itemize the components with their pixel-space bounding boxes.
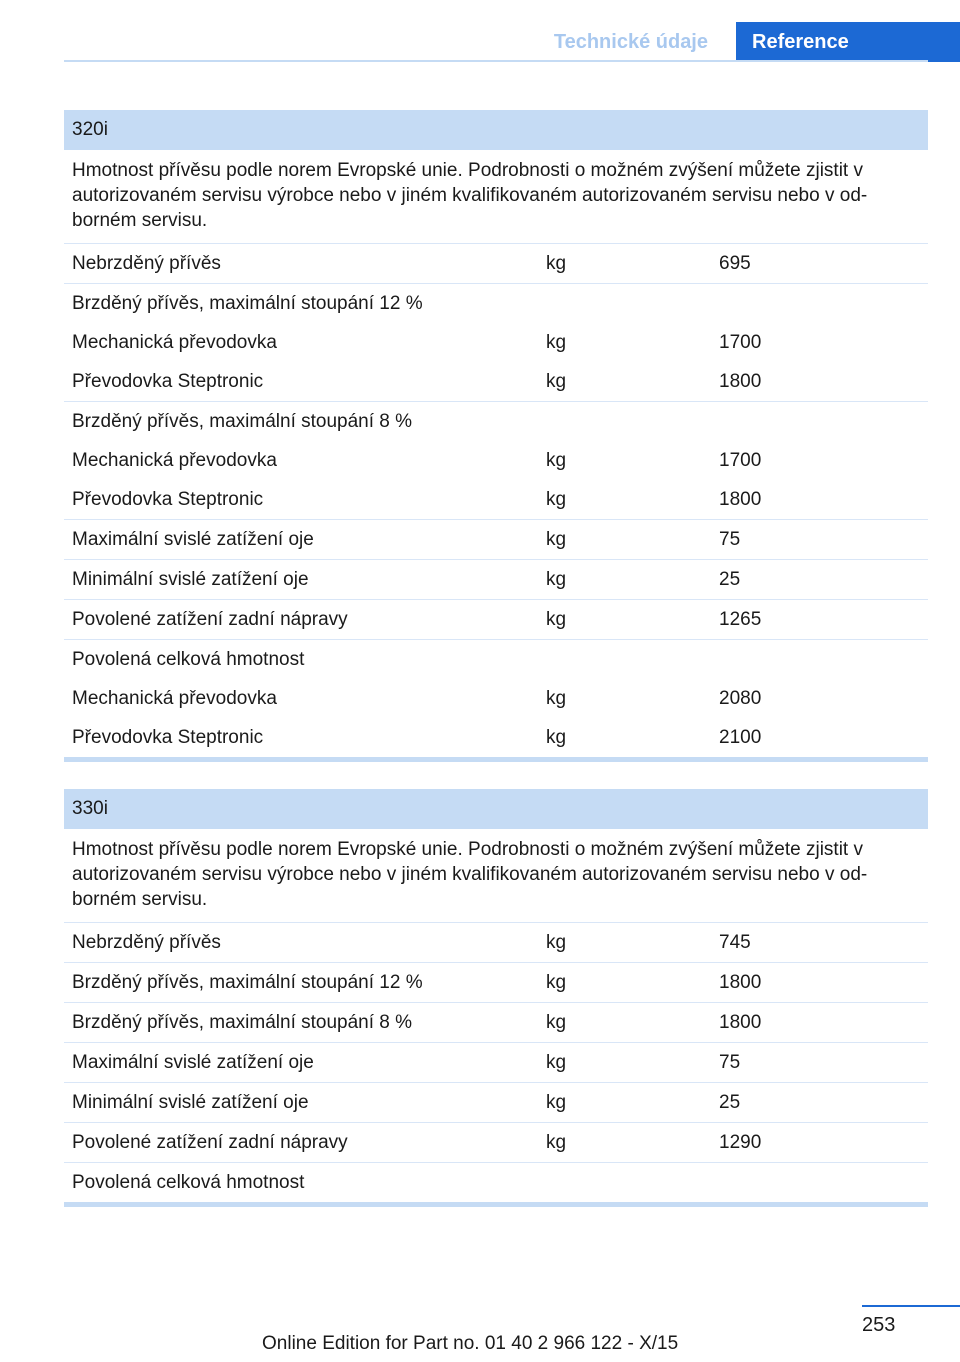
table-row bbox=[64, 1162, 928, 1202]
row-value: 1700 bbox=[719, 450, 762, 471]
table-row bbox=[64, 480, 928, 519]
table-row bbox=[64, 362, 928, 401]
row-unit: kg bbox=[546, 688, 567, 709]
row-label: Brzděný přívěs, maximální stoupání 8 % bbox=[72, 1012, 413, 1033]
row-label: Převodovka Steptronic bbox=[72, 727, 264, 748]
row-label: Nebrzděný přívěs bbox=[72, 253, 221, 274]
row-unit: kg bbox=[546, 1092, 567, 1113]
row-value: 1800 bbox=[719, 371, 762, 392]
table-row bbox=[64, 559, 928, 599]
row-value: 1290 bbox=[719, 1132, 762, 1153]
row-label: Minimální svislé zatížení oje bbox=[72, 1092, 309, 1113]
table-330i bbox=[64, 789, 928, 1207]
page-header bbox=[0, 0, 960, 62]
section-tab-reference[interactable]: Reference bbox=[736, 22, 960, 62]
row-unit: kg bbox=[546, 489, 567, 510]
row-value: 1800 bbox=[719, 489, 762, 510]
table-row bbox=[64, 1042, 928, 1082]
row-value: 75 bbox=[719, 1052, 741, 1073]
row-unit: kg bbox=[546, 609, 567, 630]
table-320i bbox=[64, 110, 928, 762]
row-unit: kg bbox=[546, 253, 567, 274]
row-label: Povolená celková hmotnost bbox=[72, 649, 305, 670]
row-value: 25 bbox=[719, 1092, 741, 1113]
row-label: Brzděný přívěs, maximální stoupání 12 % bbox=[72, 293, 423, 314]
row-value: 2100 bbox=[719, 727, 762, 748]
table-row bbox=[64, 639, 928, 679]
table-row bbox=[64, 679, 928, 718]
row-value: 1700 bbox=[719, 332, 762, 353]
table-end-bar bbox=[64, 757, 928, 762]
table-row bbox=[64, 283, 928, 323]
section-tab-technical-data[interactable]: Technické údaje bbox=[553, 31, 708, 53]
row-value: 75 bbox=[719, 529, 741, 550]
row-unit: kg bbox=[546, 1052, 567, 1073]
page-number-divider bbox=[862, 1305, 960, 1307]
table-row bbox=[64, 243, 928, 283]
table-row bbox=[64, 323, 928, 362]
row-unit: kg bbox=[546, 727, 567, 748]
row-label: Mechanická převodovka bbox=[72, 332, 277, 353]
row-value: 25 bbox=[719, 569, 741, 590]
row-value: 1265 bbox=[719, 609, 762, 630]
row-label: Povolená celková hmotnost bbox=[72, 1172, 305, 1193]
page-number: 253 bbox=[862, 1314, 896, 1336]
row-unit: kg bbox=[546, 1012, 567, 1033]
table-end-bar bbox=[64, 1202, 928, 1207]
row-label: Mechanická převodovka bbox=[72, 450, 277, 471]
row-unit: kg bbox=[546, 1132, 567, 1153]
row-label: Mechanická převodovka bbox=[72, 688, 277, 709]
table-row bbox=[64, 718, 928, 757]
table-row bbox=[64, 401, 928, 441]
row-label: Minimální svislé zatížení oje bbox=[72, 569, 309, 590]
row-label: Převodovka Steptronic bbox=[72, 489, 264, 510]
row-unit: kg bbox=[546, 972, 567, 993]
row-value: 1800 bbox=[719, 1012, 762, 1033]
table-title: 320i bbox=[64, 110, 928, 150]
table-row bbox=[64, 962, 928, 1002]
table-row bbox=[64, 441, 928, 480]
row-label: Povolené zatížení zadní nápravy bbox=[72, 1132, 348, 1153]
table-row bbox=[64, 1122, 928, 1162]
header-divider bbox=[64, 60, 928, 62]
row-value: 695 bbox=[719, 253, 751, 274]
row-label: Brzděný přívěs, maximální stoupání 8 % bbox=[72, 411, 413, 432]
table-row bbox=[64, 1082, 928, 1122]
row-label: Brzděný přívěs, maximální stoupání 12 % bbox=[72, 972, 423, 993]
table-row bbox=[64, 1002, 928, 1042]
table-description: Hmotnost přívěsu podle norem Evropské unie. Podrobnosti o možném zvýšení můžete zjistit v autorizovaném servisu výrobce nebo v jiném kvalifikovaném autorizovaném servisu nebo v odborném servisu. bbox=[72, 839, 868, 910]
row-label: Nebrzděný přívěs bbox=[72, 932, 221, 953]
table-row bbox=[64, 519, 928, 559]
row-unit: kg bbox=[546, 529, 567, 550]
row-unit: kg bbox=[546, 371, 567, 392]
table-description: Hmotnost přívěsu podle norem Evropské unie. Podrobnosti o možném zvýšení můžete zjistit v autorizovaném servisu výrobce nebo v jiném kvalifikovaném autorizovaném servisu nebo v odborném servisu. bbox=[72, 160, 868, 231]
table-row bbox=[64, 922, 928, 962]
row-unit: kg bbox=[546, 450, 567, 471]
row-value: 1800 bbox=[719, 972, 762, 993]
row-label: Povolené zatížení zadní nápravy bbox=[72, 609, 348, 630]
row-unit: kg bbox=[546, 932, 567, 953]
table-row bbox=[64, 599, 928, 639]
edition-footer: Online Edition for Part no. 01 40 2 966 122 - X/15 bbox=[262, 1333, 679, 1354]
row-value: 745 bbox=[719, 932, 751, 953]
row-label: Převodovka Steptronic bbox=[72, 371, 264, 392]
row-value: 2080 bbox=[719, 688, 762, 709]
row-label: Maximální svislé zatížení oje bbox=[72, 1052, 314, 1073]
row-unit: kg bbox=[546, 332, 567, 353]
row-label: Maximální svislé zatížení oje bbox=[72, 529, 314, 550]
table-title: 330i bbox=[64, 789, 928, 829]
row-unit: kg bbox=[546, 569, 567, 590]
